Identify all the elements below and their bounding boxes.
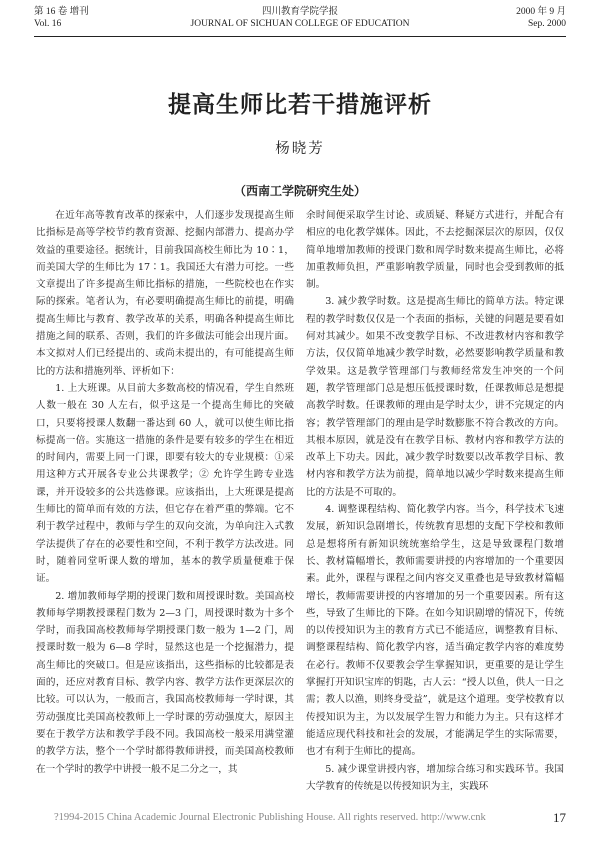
left-column [36, 207, 294, 778]
article-affiliation: （西南工学院研究生处） [233, 184, 366, 198]
paragraph-measure-4: 4. 调整课程结构、简化教学内容。当今，科学技术飞速发展，新知识急剧增长，传统教育思想的支配下学校和教师总是想将所有新知识统统塞给学生，这是导致课程门数增长、教材篇幅增长，教师需要讲授的内容增加的一个重要因素。此外，课程与课程之间内容交叉重叠也是导致教材篇幅增长，教师需要讲授的内容增加的另一个重要因素。所有这些，导致了生师比的下降。在如今知识剧增的情况下，传统的以传授知识为主的教育方式已不能适应，调整教育目标、调整课程结构、简化教学内容，适当确定教学内容的难度势在必行。教师不仅要教会学生掌握知识，更重要的是让学生掌握打开知识宝库的钥匙，古人云：“授人以鱼，供人一日之需；教人以渔，则终身受益”，就是这个道理。变学校教育以传授知识为主，为以发展学生智力和能力为主。只有这样才能适应现代科技和社会的发展，才能满足学生的实际需要，也才有利于生师比的提高。 [306, 504, 564, 758]
paragraph-measure-2: 2. 增加教师每学期的授课门数和周授课时数。美国高校教师每学期教授课程门数为 2—3 门，周授课时数为十多个学时，而我国高校教师每学期授课门数一般为 1—2 门，周授课时数一般为 6—8 学时，显然这也是一个挖掘潜力，提高生师比的突破口。但是应该指出，这些指标的比较都是表面的，还应对教育目标、教学内容、教学方法作更深层次的比较。可以认为，一般而言，我国高校教师每一学时课，其劳动强度比美国高校教师上一学时课的劳动强度大，原因主要在于教学方法和教学手段不同。我国高校一般采用满堂灌的教学方法，整个一个学时都得教师讲授，而美国高校教师在一个学时的教学中讲授一般不足二分之一，其 [36, 590, 294, 775]
article-title: 提高生师比若干措施评析 [168, 92, 432, 118]
paragraph-measure-1: 1. 上大班课。从目前大多数高校的情况看，学生自然班人数一般在 30 人左右，似乎这是一个提高生师比的突破口，只要将授课人数翻一番达到 60 人，就可以使生师比指标提高一倍。实施这一措施的条件是要有较多的学生在相近的时间内，需要上同一门课，即要有较大的专业规模：①采用这种方式开展各专业公共课教学；② 允许学生跨专业选课，并开设较多的公共选修课。应该指出，上大班课是提高生师比的简单而有效的方法，但它存在着严重的弊端。它不利于教学过程中，教师与学生的双向交流，为单向注入式教学法提供了存在的必要性和空间，不利于教学方法改进。同时，随着同堂听课人数的增加，基本的教学质量便难于保证。 [36, 382, 294, 585]
paragraph-measure-3: 3. 减少教学时数。这是提高生师比的简单方法。特定课程的教学时数仅仅是一个表面的指标，关键的问题是要看如何对其减少。如果不改变教学目标、不改进教材内容和教学方法，仅仅简单地减少教学时数，必然要影响教学质量和教学效果。这是教学管理部门与教师经常发生冲突的一个问题，教学管理部门总是想压低授课时数，任课教师总是想提高教学时数。任课教师的理由是学时太少，讲不完规定的内容；教学管理部门的理由是学时数膨胀不符合教改的方向。其根本原因，就是没有在教学目标、教材内容和教学方法的改革上下功夫。因此，减少教学时数要以改革教学目标、教材内容和教学方法为前提，简单地以减少学时数来提高生师比的方法是不可取的。 [306, 296, 564, 498]
issue-date-cn: 2000 年 9 月 [516, 7, 566, 17]
volume-cn: 第 16 卷 增刊 [34, 7, 89, 17]
header-rule [34, 36, 566, 37]
right-column [306, 207, 564, 795]
issue-date [516, 6, 566, 30]
article-author: 杨晓芳 [275, 141, 325, 157]
paragraph-measure-2-continued: 余时间便采取学生讨论、或质疑、释疑方式进行，并配合有相应的电化教学媒体。因此，不去挖掘深层次的原因，仅仅简单地增加教师的授课门数和周学时数来提高生师比，必将加重教师负担，严重影响教学质量，同时也会受到教师的抵制。 [306, 210, 564, 291]
issue-date-en: Sep. 2000 [528, 19, 566, 29]
journal-name [34, 6, 566, 30]
copyright-notice: ?1994-2015 China Academic Journal Electronic Publishing House. All rights reserved. http://www.cnk [54, 812, 486, 823]
paragraph-intro: 在近年高等教育改革的探索中，人们逐步发现提高生师比指标是高等学校节约教育资源、挖掘内部潜力、提高办学效益的重要途径。据统计，目前我国高校生师比为 10∶1，而美国大学的生师比为 17∶1。我国还大有潜力可挖。一些文章提出了许多提高生师比指标的措施，一些院校也在作实际的探索。笔者认为，有必要明确提高生师比的前提，明确提高生师比与教育、教学改革的关系，明确各种提高生师比措施之间的联系、否则，我们的许多做法可能会出现片面。本文拟对人们已经提出的、或尚未提出的，有可能提高生师比的方法和措施列举、评析如下： [36, 210, 294, 377]
paragraph-measure-5: 5. 减少课堂讲授内容，增加综合练习和实践环节。我国大学教育的传统是以传授知识为主，实践环 [306, 763, 564, 792]
journal-name-en: JOURNAL OF SICHUAN COLLEGE OF EDUCATION [190, 19, 410, 29]
page-number: 17 [553, 810, 566, 825]
journal-name-cn: 四川教育学院学报 [261, 7, 338, 17]
running-header [34, 6, 566, 34]
volume-en: Vol. 16 [34, 19, 62, 29]
page-footer [34, 808, 566, 834]
